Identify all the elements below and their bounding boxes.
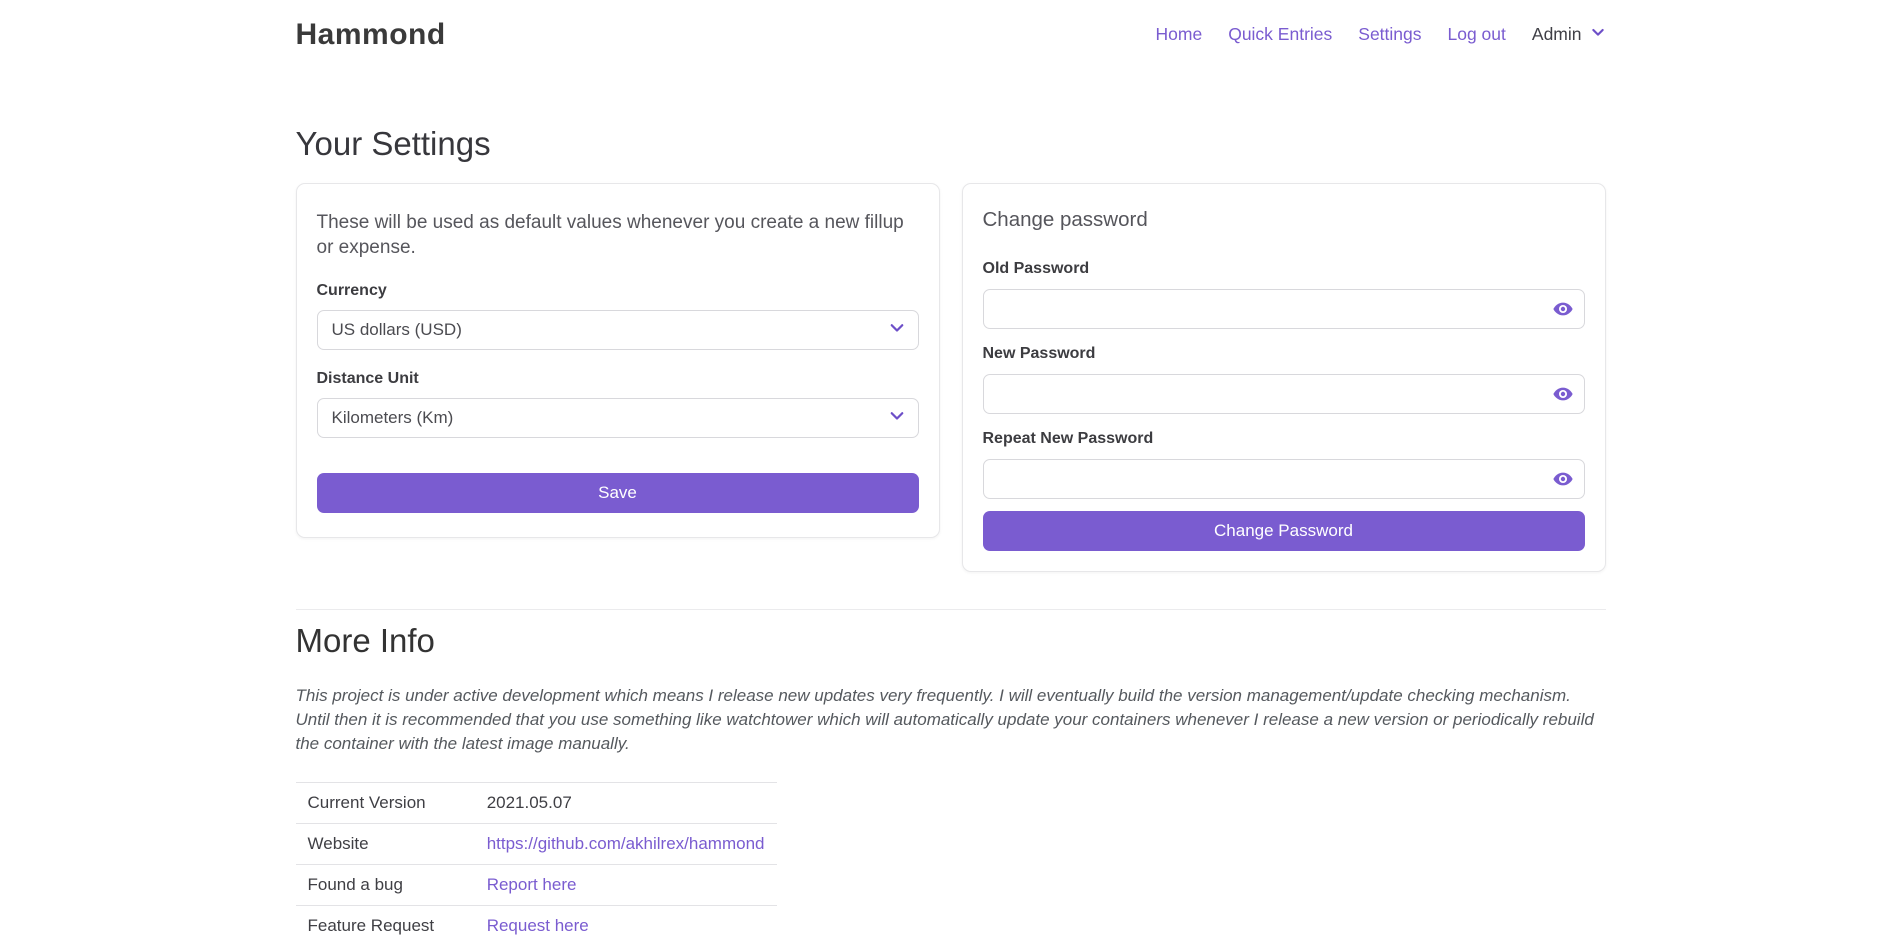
table-row — [296, 906, 777, 946]
report-bug-link[interactable]: Report here — [486, 875, 577, 895]
feature-request-link[interactable]: Request here — [486, 916, 589, 936]
info-row-label: Current Version — [296, 783, 475, 824]
change-password-title: Change password — [982, 208, 1148, 231]
new-password-input[interactable] — [983, 374, 1585, 414]
distance-unit-label: Distance Unit — [316, 370, 419, 388]
more-info-section — [296, 609, 1606, 946]
old-password-field-wrap — [983, 289, 1585, 329]
chevron-down-icon — [888, 319, 906, 342]
save-button[interactable]: Save — [317, 473, 919, 513]
chevron-down-icon — [1590, 24, 1606, 45]
website-link[interactable]: https://github.com/akhilrex/hammond — [486, 834, 765, 854]
eye-icon[interactable] — [1550, 381, 1576, 407]
repeat-new-password-input[interactable] — [983, 459, 1585, 499]
nav-logout[interactable]: Log out — [1447, 24, 1506, 44]
nav-quick-entries[interactable]: Quick Entries — [1228, 24, 1333, 44]
info-row-label: Website — [296, 824, 475, 865]
main-nav — [1156, 24, 1606, 45]
currency-selected-value: US dollars (USD) — [331, 320, 462, 340]
settings-cards-row — [296, 183, 1606, 572]
user-menu-admin[interactable] — [1532, 24, 1606, 45]
change-password-card — [962, 183, 1606, 572]
old-password-input[interactable] — [983, 289, 1585, 329]
page-title: Your Settings — [295, 125, 491, 162]
currency-select[interactable] — [317, 310, 919, 350]
defaults-card — [296, 183, 940, 538]
info-row-label: Feature Request — [296, 906, 475, 946]
defaults-description: These will be used as default values whenever you create a new fillup or expense. — [316, 212, 904, 259]
distance-unit-select[interactable] — [317, 398, 919, 438]
brand-logo[interactable]: Hammond — [295, 17, 446, 51]
info-row-label: Found a bug — [296, 865, 475, 906]
table-row — [296, 783, 777, 824]
more-info-title: More Info — [295, 622, 435, 659]
repeat-new-password-label: Repeat New Password — [982, 430, 1154, 447]
development-note: This project is under active development which means I release new updates very frequently. I will eventually build the version management/update checking mechanism. Until then it is recommended that you use something like watchtower which will automatically update your containers whenever I release a new version or periodically rebuild the container with the latest image manually. — [295, 686, 1594, 754]
user-menu-label: Admin — [1531, 24, 1582, 44]
nav-home[interactable]: Home — [1155, 24, 1203, 44]
info-table — [296, 782, 777, 946]
nav-settings[interactable]: Settings — [1358, 24, 1422, 44]
old-password-label: Old Password — [982, 260, 1090, 277]
eye-icon[interactable] — [1550, 466, 1576, 492]
new-password-field-wrap — [983, 374, 1585, 414]
eye-icon[interactable] — [1550, 296, 1576, 322]
repeat-new-password-field-wrap — [983, 459, 1585, 499]
settings-page — [296, 125, 1606, 946]
currency-label: Currency — [316, 282, 387, 300]
section-divider — [296, 609, 1606, 610]
change-password-button[interactable]: Change Password — [983, 511, 1585, 551]
new-password-label: New Password — [982, 345, 1096, 362]
navbar — [0, 0, 1901, 69]
table-row — [296, 865, 777, 906]
table-row — [296, 824, 777, 865]
current-version-value: 2021.05.07 — [486, 793, 572, 813]
chevron-down-icon — [888, 407, 906, 430]
distance-unit-selected-value: Kilometers (Km) — [331, 408, 454, 428]
